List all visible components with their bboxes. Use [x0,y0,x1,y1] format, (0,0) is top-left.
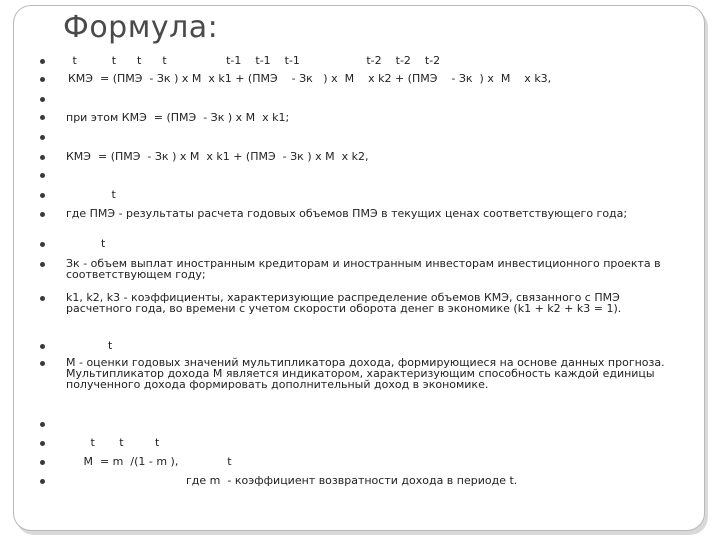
formula-kme-first: при этом КМЭ = (ПМЭ - Зк ) х М х k1; [66,111,290,124]
slide-title: Формула: [63,10,219,45]
bullet [40,361,45,366]
superscript-t: t t t [66,436,160,449]
formula-multiplier: М = m /(1 - m ), t [66,455,232,468]
superscript-line: t t t t t-1 t-1 t-1 t-2 t-2 t-2 [62,54,441,67]
bullet [40,422,45,427]
bullet [40,173,45,178]
bullet [40,115,45,120]
bullet [40,460,45,465]
bullet [40,77,45,82]
formula-kme-full: КМЭ = (ПМЭ - Зк ) х М х k1 + (ПМЭ - Зк ) х М х k2 + (ПМЭ - Зк ) х М х k3, [68,72,552,85]
bullet [40,262,45,267]
superscript-t: t [66,237,106,250]
bullet [40,479,45,484]
definition-multiplier: М - оценки годовых значений мультипликатора дохода, формирующиеся на основе данных прогноза. Мультипликатор дохода М является индикатором, характеризующим способность каждой единицы полученного дохода формировать дополнительный доход в экономике. [66,356,665,391]
definition-m-coefficient: где m - коэффициент возвратности дохода в периоде t. [186,474,518,487]
bullet [40,135,45,140]
bullet [40,97,45,102]
bullet [40,296,45,301]
definition-pme: где ПМЭ - результаты расчета годовых объемов ПМЭ в текущих ценах соответствующего года; [66,207,628,220]
definition-k-coefficients: k1, k2, k3 - коэффициенты, характеризующие распределение объемов КМЭ, связанного с ПМЭ расчетного года, во времени с учетом скорости оборота денег в экономике (k1 + k2 + k3 = 1). [66,291,622,315]
superscript-t: t [66,188,116,201]
superscript-t: t [66,339,113,352]
bullet [40,59,45,64]
bullet [40,344,45,349]
bullet [40,441,45,446]
formula-kme-second: КМЭ = (ПМЭ - Зк ) х М х k1 + (ПМЭ - Зк ) х М х k2, [66,150,369,163]
bullet [40,242,45,247]
bullet [40,155,45,160]
bullet [40,212,45,217]
bullet [40,193,45,198]
definition-zk: Зк - объем выплат иностранным кредиторам и иностранным инвесторам инвестиционного проекта в соответствующем году; [66,257,661,281]
